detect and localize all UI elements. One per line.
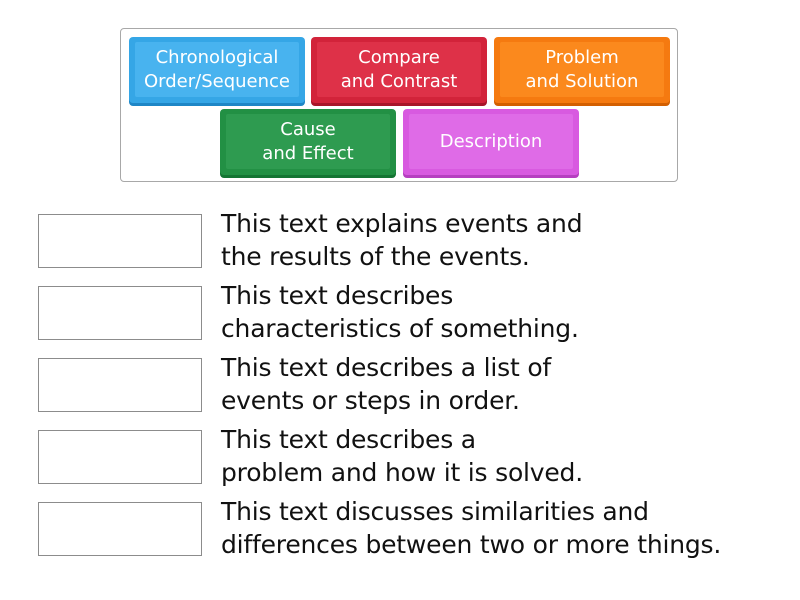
clue-text-5: This text discusses similarities and differences between two or more things. xyxy=(221,497,722,559)
clue-text-2: This text describes characteristics of something. xyxy=(221,281,579,343)
tile-label: Description xyxy=(439,131,543,152)
answer-tile-chronological-order-sequence[interactable] xyxy=(129,37,305,103)
answer-tile-description[interactable] xyxy=(403,109,579,175)
answer-drop-box-3[interactable] xyxy=(38,358,202,412)
answer-drop-box-1[interactable] xyxy=(38,214,202,268)
tile-label: Compare and Contrast xyxy=(340,47,458,92)
answer-drop-box-2[interactable] xyxy=(38,286,202,340)
answer-tile-bank xyxy=(120,28,678,182)
clue-text-1: This text explains events and the results of the events. xyxy=(221,209,583,271)
answer-drop-box-4[interactable] xyxy=(38,430,202,484)
answer-tile-problem-and-solution[interactable] xyxy=(494,37,670,103)
answer-drop-box-5[interactable] xyxy=(38,502,202,556)
clue-text-3: This text describes a list of events or steps in order. xyxy=(221,353,552,415)
answer-tile-compare-and-contrast[interactable] xyxy=(311,37,487,103)
answer-tile-cause-and-effect[interactable] xyxy=(220,109,396,175)
clue-text-4: This text describes a problem and how it is solved. xyxy=(221,425,583,487)
tile-label: Problem and Solution xyxy=(525,47,639,92)
tile-label: Cause and Effect xyxy=(262,119,354,164)
tile-label: Chronological Order/Sequence xyxy=(143,47,290,92)
